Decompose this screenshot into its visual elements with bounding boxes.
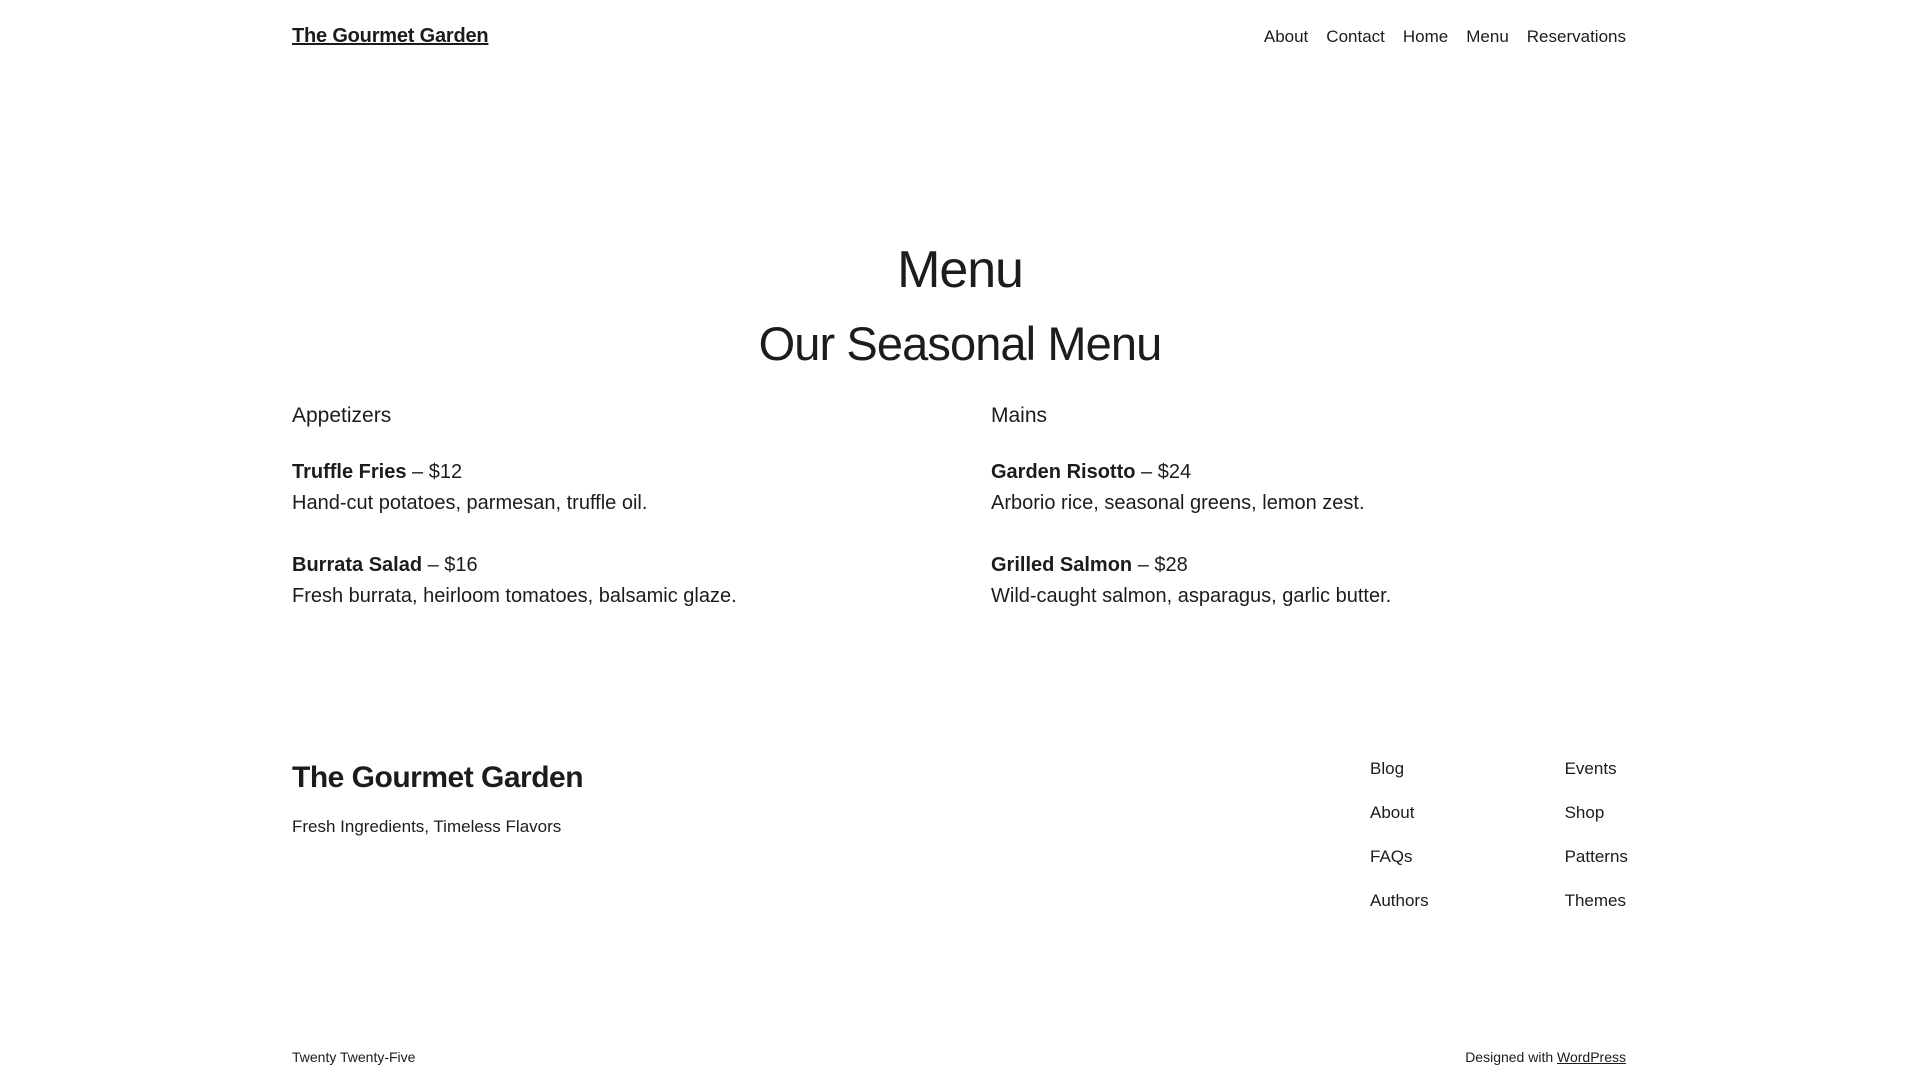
page-subtitle: Our Seasonal Menu xyxy=(758,317,1162,370)
menu-item-title-line xyxy=(292,458,991,487)
menu-section-appetizers xyxy=(292,403,991,611)
menu-item-title-line xyxy=(292,551,991,580)
footer-link-blog[interactable]: Blog xyxy=(1370,759,1405,778)
menu-item-description: Hand-cut potatoes, parmesan, truffle oil. xyxy=(292,492,648,515)
nav-item-menu[interactable]: Menu xyxy=(1466,26,1509,46)
nav-item-reservations[interactable]: Reservations xyxy=(1526,26,1626,46)
footer-brand xyxy=(292,760,1092,839)
nav-item-home[interactable]: Home xyxy=(1402,26,1449,46)
footer-link-faqs[interactable]: FAQs xyxy=(1370,847,1413,866)
menu-item-price: – $16 xyxy=(427,554,478,577)
menu-item-name: Grilled Salmon xyxy=(991,554,1133,577)
menu-item-price: – $12 xyxy=(412,461,463,484)
footer-theme-credit: Twenty Twenty-Five xyxy=(292,1049,416,1065)
menu-item-name: Burrata Salad xyxy=(292,554,423,577)
footer-link-column-1 xyxy=(1370,760,1429,909)
footer-designed-prefix: Designed with xyxy=(1465,1049,1558,1065)
footer-links xyxy=(1370,760,1628,909)
footer-tagline: Fresh Ingredients, Timeless Flavors xyxy=(292,817,562,836)
footer-bottom xyxy=(0,1050,1920,1064)
primary-navigation xyxy=(1264,28,1626,45)
footer-link-authors[interactable]: Authors xyxy=(1370,891,1429,910)
page-title: Menu xyxy=(897,240,1023,299)
footer-link-about[interactable]: About xyxy=(1370,803,1415,822)
menu-columns xyxy=(292,403,1650,611)
menu-item-description: Arborio rice, seasonal greens, lemon zest. xyxy=(991,492,1365,515)
menu-item xyxy=(292,551,991,611)
menu-section-mains xyxy=(991,403,1650,611)
site-header xyxy=(0,0,1920,72)
menu-item-title-line xyxy=(991,551,1650,580)
menu-item-description: Fresh burrata, heirloom tomatoes, balsamic glaze. xyxy=(292,585,737,608)
footer-link-themes[interactable]: Themes xyxy=(1564,891,1627,910)
footer-link-events[interactable]: Events xyxy=(1564,759,1617,778)
footer-link-shop[interactable]: Shop xyxy=(1564,803,1605,822)
footer-wordpress-link[interactable]: WordPress xyxy=(1557,1049,1626,1065)
menu-item-title-line xyxy=(991,458,1650,487)
footer-site-title: The Gourmet Garden xyxy=(292,761,584,794)
footer-link-patterns[interactable]: Patterns xyxy=(1564,847,1628,866)
menu-item-name: Garden Risotto xyxy=(991,461,1136,484)
site-title[interactable]: The Gourmet Garden xyxy=(292,24,489,47)
menu-item xyxy=(991,458,1650,518)
menu-item-name: Truffle Fries xyxy=(292,461,407,484)
menu-item-price: – $28 xyxy=(1137,554,1188,577)
section-heading-appetizers: Appetizers xyxy=(292,404,392,427)
menu-item xyxy=(991,551,1650,611)
footer-designed-with xyxy=(1465,1050,1626,1064)
footer-link-column-2 xyxy=(1565,760,1628,909)
section-heading-mains: Mains xyxy=(991,404,1048,427)
menu-item-description: Wild-caught salmon, asparagus, garlic butter. xyxy=(991,585,1392,608)
nav-item-about[interactable]: About xyxy=(1263,26,1309,46)
menu-item-price: – $24 xyxy=(1141,461,1192,484)
nav-item-contact[interactable]: Contact xyxy=(1326,26,1385,46)
menu-item xyxy=(292,458,991,518)
